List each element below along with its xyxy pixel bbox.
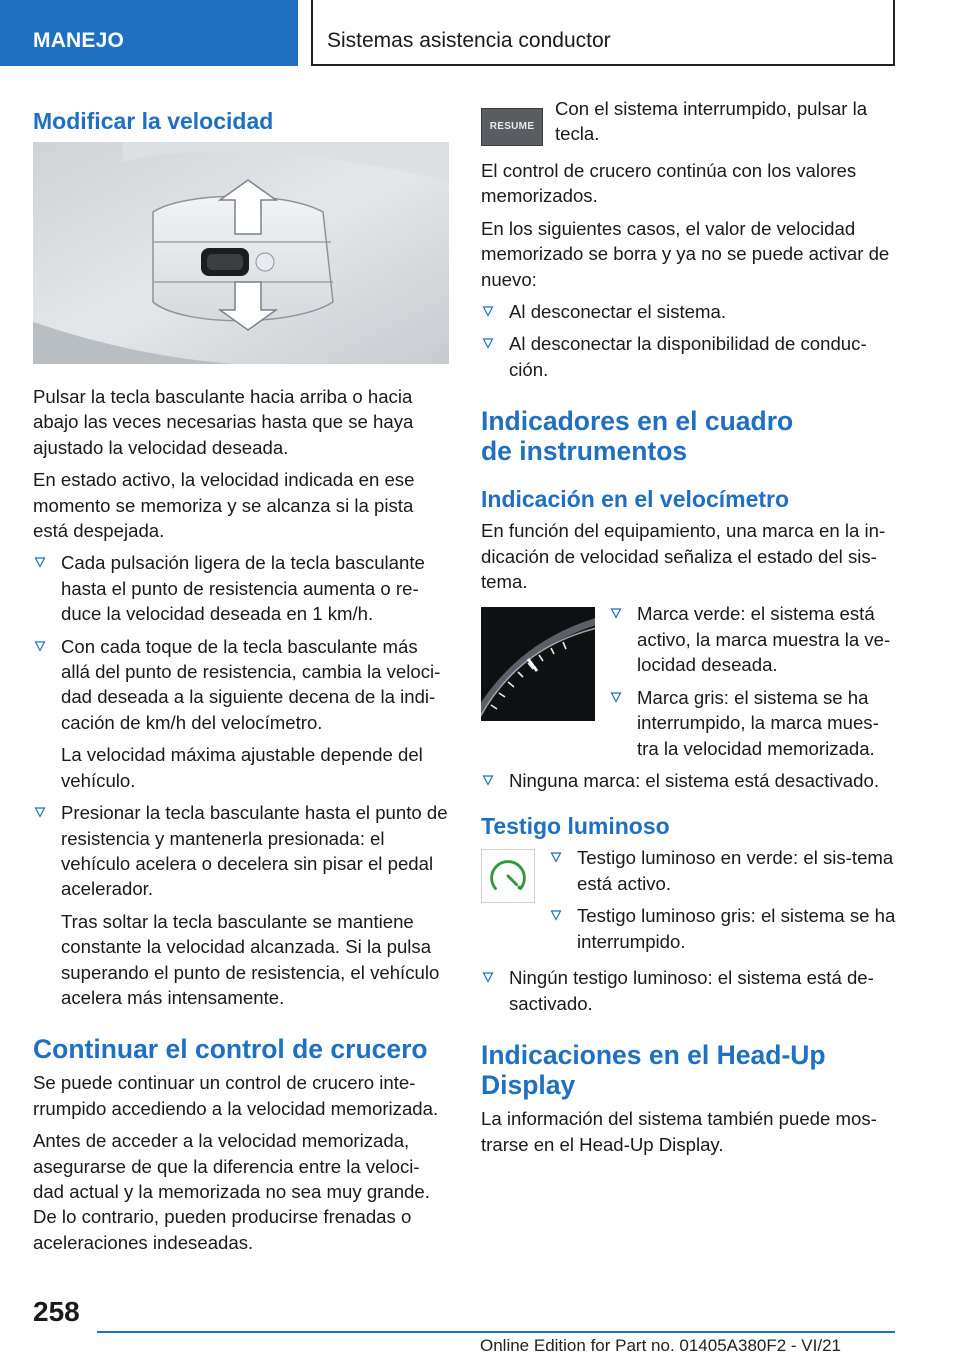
triangle-bullet-icon	[482, 774, 494, 786]
list-item: Con cada toque de la tecla basculante más allá del punto de resistencia, cambia la veloci‐dad deseada a la siguiente decena de la indi‐cación de km/h del velocímetro. La velocidad máxima ajustable depende del vehículo.	[33, 634, 449, 793]
triangle-bullet-icon	[34, 806, 46, 818]
lamp-row	[481, 845, 896, 965]
gauge-row	[481, 601, 896, 760]
edition-note: Online Edition for Part no. 01405A380F2 - VI/21	[480, 1336, 842, 1355]
paragraph: El control de crucero continúa con los valores memorizados.	[481, 160, 857, 207]
steering-wheel-image	[33, 142, 449, 364]
list-item: Testigo luminoso en verde: el sis‐tema está activo.	[549, 845, 896, 896]
heading-instrument-indicators: Indicadores en el cuadro de instrumentos	[481, 406, 794, 467]
paragraph: Tras soltar la tecla basculante se mantiene constante la velocidad alcanzada. Si la pulsa superando el punto de resistencia, el vehículo acelera más intensamente.	[61, 910, 440, 1008]
left-column	[33, 96, 449, 1262]
footer-divider	[97, 1331, 895, 1333]
heading-head-up-display: Indicaciones en el Head-Up Display	[481, 1040, 826, 1101]
section-tab: MANEJO	[0, 0, 298, 66]
paragraph: La velocidad máxima ajustable depende del vehículo.	[61, 744, 423, 791]
heading-warning-light: Testigo luminoso	[481, 813, 670, 840]
triangle-bullet-icon	[610, 691, 622, 703]
list-item: Presionar la tecla basculante hasta el punto de resistencia y mantenerla presionada: el vehículo acelera o decelera sin pisar el pedal acelerador. Tras soltar la tecla basculante se mantiene constante la velocidad alcanzada. Si la pulsa superando el punto de resistencia, el vehículo acelera más intensamente.	[33, 800, 449, 1010]
paragraph: Con el sistema interrumpido, pulsar la tecla.	[555, 98, 868, 145]
bullet-list	[481, 768, 896, 793]
cruise-control-lamp-icon	[481, 849, 535, 903]
triangle-bullet-icon	[550, 909, 562, 921]
triangle-bullet-icon	[482, 305, 494, 317]
list-item: Marca gris: el sistema se ha interrumpido, la marca mues‐tra la velocidad memorizada.	[609, 685, 896, 761]
list-item: Cada pulsación ligera de la tecla basculante hasta el punto de resistencia aumenta o re‐duce la velocidad deseada en 1 km/h.	[33, 550, 449, 626]
triangle-bullet-icon	[482, 971, 494, 983]
list-item: Al desconectar el sistema.	[481, 299, 896, 324]
paragraph: Antes de acceder a la velocidad memorizada, asegurarse de que la diferencia entre la veloci‐dad actual y la memorizada no sea muy grande. De lo contrario, pueden producirse frenadas o aceleraciones indeseadas.	[33, 1130, 430, 1253]
paragraph: La información del sistema también puede mos‐trarse en el Head-Up Display.	[481, 1108, 877, 1155]
triangle-bullet-icon	[550, 851, 562, 863]
triangle-bullet-icon	[34, 640, 46, 652]
list-item: Al desconectar la disponibilidad de conduc‐ción.	[481, 331, 896, 382]
paragraph: En los siguientes casos, el valor de velocidad memorizado se borra y ya no se puede activar de nuevo:	[481, 217, 890, 290]
resume-button-image: RESUME	[481, 108, 543, 146]
heading-continue-cruise: Continuar el control de crucero	[33, 1034, 428, 1065]
speedometer-icon	[481, 607, 595, 721]
list-item: Ningún testigo luminoso: el sistema está de‐sactivado.	[481, 965, 896, 1016]
right-column	[481, 96, 896, 1164]
paragraph: En estado activo, la velocidad indicada en ese momento se memoriza y se alcanza si la pista está despejada.	[33, 469, 415, 542]
triangle-bullet-icon	[34, 556, 46, 568]
bullet-list	[549, 845, 896, 954]
bullet-list	[33, 550, 449, 1010]
paragraph: Se puede continuar un control de crucero inte‐rrumpido accediendo a la velocidad memorizada.	[33, 1072, 439, 1119]
bullet-list	[481, 965, 896, 1016]
triangle-bullet-icon	[610, 607, 622, 619]
list-item: Testigo luminoso gris: el sistema se ha interrumpido.	[549, 903, 896, 954]
heading-modify-speed: Modificar la velocidad	[33, 108, 274, 134]
bullet-list	[481, 299, 896, 382]
list-item: Ninguna marca: el sistema está desactivado.	[481, 768, 896, 793]
list-item: Marca verde: el sistema está activo, la marca muestra la ve‐locidad deseada.	[609, 601, 896, 677]
paragraph: Pulsar la tecla basculante hacia arriba o hacia abajo las veces necesarias hasta que se haya ajustado la velocidad deseada.	[33, 386, 414, 458]
bullet-list	[609, 601, 896, 760]
heading-speedometer: Indicación en el velocímetro	[481, 486, 790, 513]
page-number: 258	[33, 1296, 80, 1327]
page-header	[0, 0, 960, 66]
triangle-bullet-icon	[482, 337, 494, 349]
resume-row	[481, 96, 896, 152]
chapter-title: Sistemas asistencia conductor	[311, 0, 895, 66]
paragraph: En función del equipamiento, una marca en la in‐dicación de velocidad señaliza el estado del sis‐tema.	[481, 520, 886, 593]
